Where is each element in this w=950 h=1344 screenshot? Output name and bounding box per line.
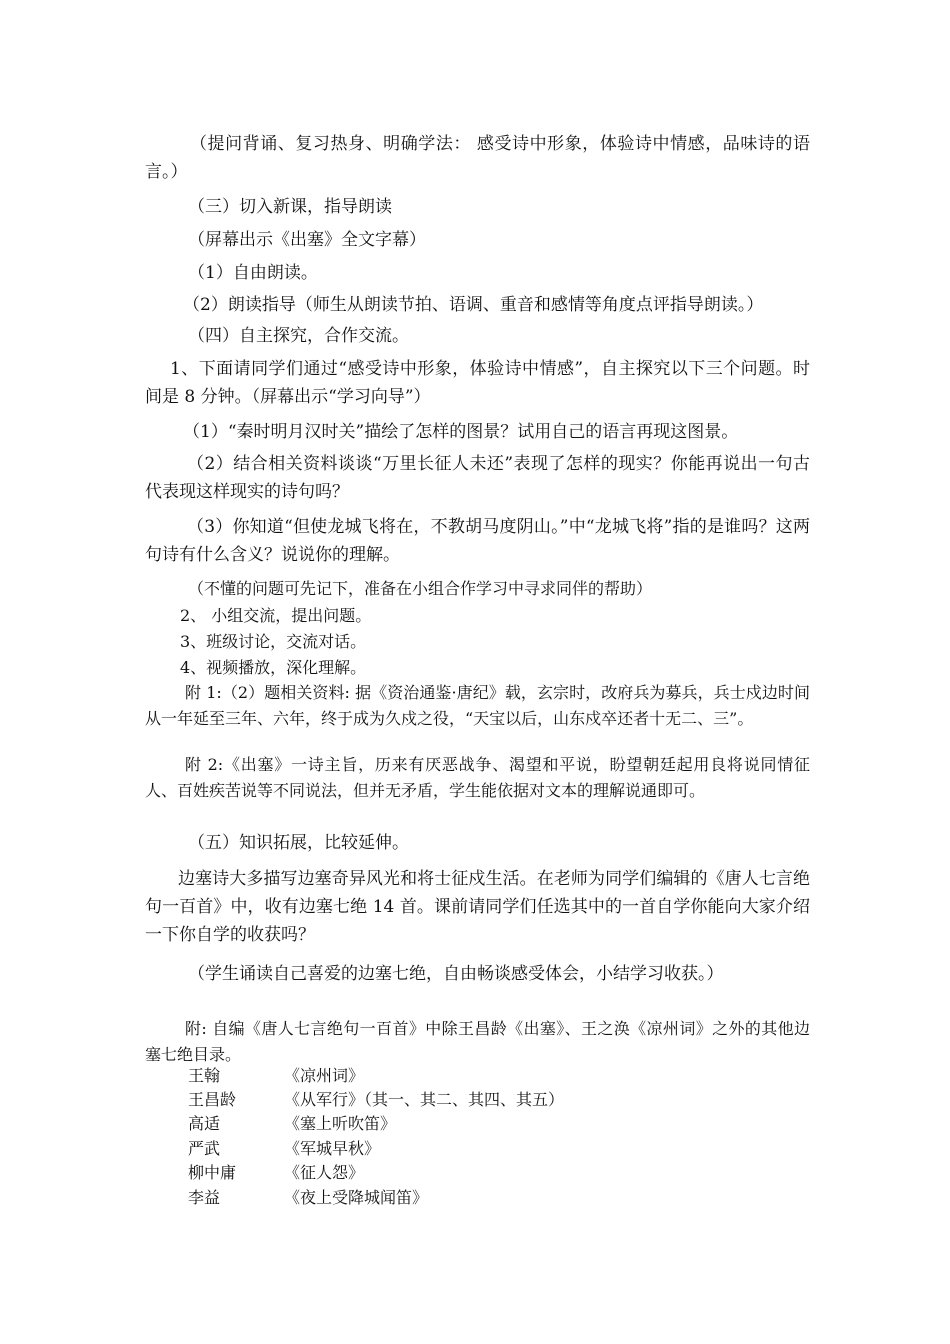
step-video: 4、视频播放，深化理解。 [180, 658, 367, 677]
poem-list-item [188, 1063, 364, 1089]
appendix-2: 附 2:《出塞》一诗主旨，历来有厌恶战争、渴望和平说，盼望朝廷起用良将说同情征人、百姓疾苦说等不同说法，但并无矛盾，学生能依据对文本的理解说通即可。 [145, 755, 810, 800]
appendix-1: 附 1:（2）题相关资料: 据《资治通鉴·唐纪》载，玄宗时，改府兵为募兵，兵士戍边时间从一年延至三年、六年，终于成为久戍之役，“天宝以后，山东戍卒还者十无二、三”。 [145, 683, 810, 728]
poet-name: 高适 [188, 1114, 221, 1133]
poem-title: 《军城早秋》 [284, 1139, 381, 1158]
poem-title: 《从军行》（其一、其二、其四、其五） [284, 1090, 565, 1109]
question-1: （1）“秦时明月汉时关”描绘了怎样的图景？试用自己的语言再现这图景。 [183, 422, 739, 442]
appendix-catalog-intro: 附: 自编《唐人七言绝句一百首》中除王昌龄《出塞》、王之涣《凉州词》之外的其他边塞七绝目录。 [145, 1019, 810, 1064]
poet-name: 李益 [188, 1188, 221, 1207]
paragraph-method: （提问背诵、复习热身、明确学法： 感受诗中形象，体验诗中情感，品味诗的语言。） [145, 134, 810, 182]
paragraph-frontier-poems: 边塞诗大多描写边塞奇异风光和将士征戍生活。在老师为同学们编辑的《唐人七言绝句一百首》中，收有边塞七绝 14 首。课前请同学们任选其中的一首自学你能向大家介绍一下你自学的收获吗？ [145, 869, 810, 945]
step-group-exchange: 2、 小组交流，提出问题。 [180, 606, 372, 625]
poem-list-item [188, 1136, 380, 1162]
poem-title: 《征人怨》 [284, 1163, 365, 1182]
poem-list-item [188, 1160, 364, 1186]
poem-title: 《凉州词》 [284, 1066, 365, 1085]
question-2: （2）结合相关资料谈谈“万里长征人未还”表现了怎样的现实？你能再说出一句古代表现这样现实的诗句吗？ [145, 454, 810, 502]
heading-section-4: （四）自主探究，合作交流。 [188, 326, 409, 346]
poet-name: 王昌龄 [188, 1090, 237, 1109]
step-reading-guidance: （2）朗读指导（师生从朗读节拍、语调、重音和感情等角度点评指导朗读。） [183, 295, 764, 315]
poem-list-item [188, 1111, 396, 1137]
poem-list-item [188, 1087, 564, 1113]
poet-name: 王翰 [188, 1066, 221, 1085]
step-free-reading: （1）自由朗读。 [188, 263, 318, 283]
paragraph-note-help: （不懂的问题可先记下，准备在小组合作学习中寻求同伴的帮助） [188, 579, 653, 598]
poet-name: 严武 [188, 1139, 221, 1158]
paragraph-student-recitation: （学生诵读自己喜爱的边塞七绝，自由畅谈感受体会，小结学习收获。） [188, 964, 724, 984]
paragraph-screen-caption: （屏幕出示《出塞》全文字幕） [188, 230, 426, 250]
question-3: （3）你知道“但使龙城飞将在，不教胡马度阴山。”中“龙城飞将”指的是谁吗？这两句诗有什么含义？说说你的理解。 [145, 517, 810, 565]
step-class-discussion: 3、班级讨论，交流对话。 [180, 632, 367, 651]
poem-title: 《塞上听吹笛》 [284, 1114, 397, 1133]
poem-title: 《夜上受降城闻笛》 [284, 1188, 429, 1207]
heading-section-5: （五）知识拓展，比较延伸。 [188, 833, 409, 853]
paragraph-inquiry-intro: 1、下面请同学们通过“感受诗中形象，体验诗中情感”，自主探究以下三个问题。时间是 8 分钟。（屏幕出示“学习向导”） [145, 359, 810, 407]
heading-section-3: （三）切入新课，指导朗读 [188, 197, 392, 217]
poet-name: 柳中庸 [188, 1163, 237, 1182]
poem-list-item [188, 1185, 428, 1211]
